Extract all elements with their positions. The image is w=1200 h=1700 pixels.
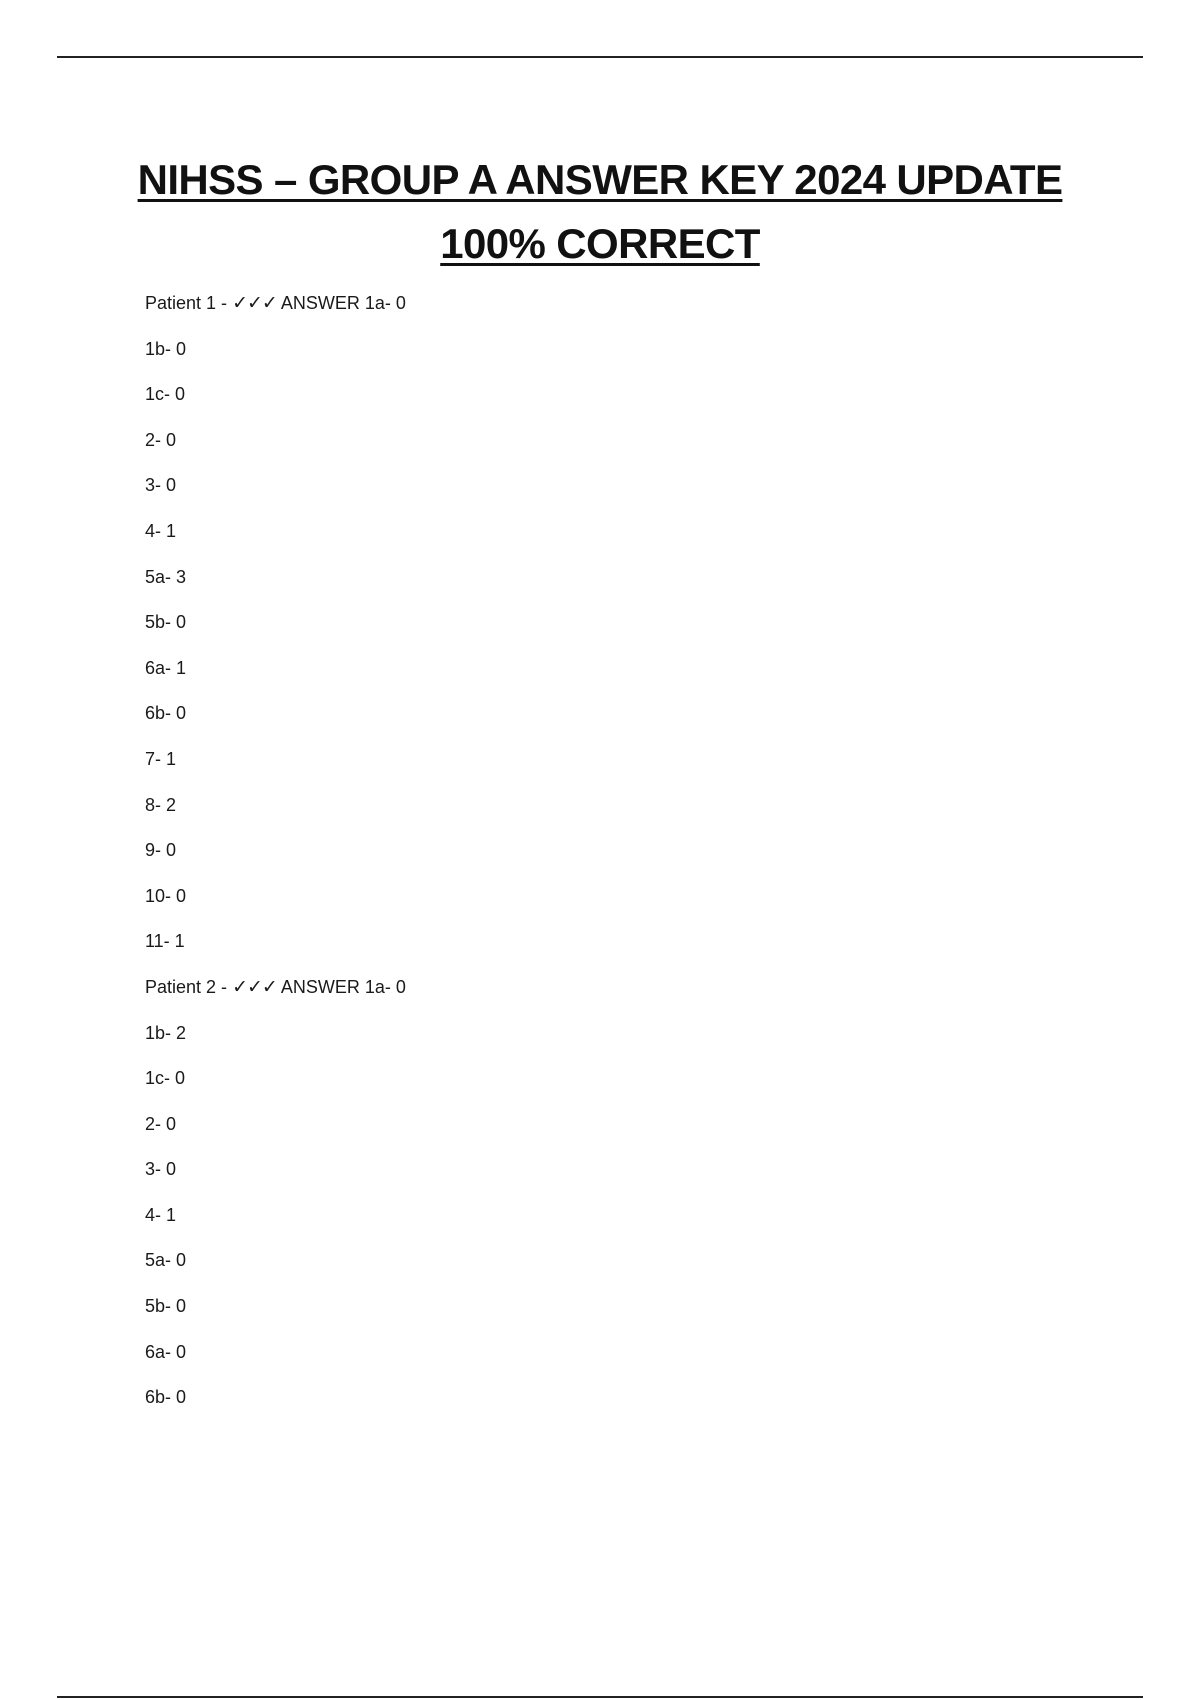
answer-label: ANSWER 1a- 0 — [280, 976, 406, 997]
answer-line: 6b- 0 — [145, 703, 187, 724]
answer-line: 11- 1 — [145, 931, 185, 952]
patient-label: Patient 1 - — [145, 293, 228, 313]
bottom-rule — [57, 1696, 1143, 1698]
answer-line: 6a- 1 — [145, 657, 187, 678]
answer-line: 6b- 0 — [145, 1387, 187, 1408]
title-line-2: 100% CORRECT — [440, 220, 760, 267]
answer-line: 10- 0 — [145, 885, 187, 906]
answer-line: 1c- 0 — [145, 1068, 186, 1089]
checkmarks-icon: ✓✓✓ — [232, 292, 277, 314]
answer-label: ANSWER 1a- 0 — [280, 293, 406, 313]
title-line-1: NIHSS – GROUP A ANSWER KEY 2024 UPDATE — [137, 156, 1063, 203]
answer-line: 3- 0 — [145, 475, 177, 496]
checkmarks-icon: ✓✓✓ — [232, 975, 277, 998]
patient-header — [145, 291, 1045, 337]
answer-line: 5b- 0 — [145, 1296, 187, 1317]
patient-label: Patient 2 - — [145, 976, 228, 997]
answer-list — [145, 291, 1045, 1431]
answer-line: 6a- 0 — [145, 1341, 187, 1362]
answer-line: 7- 1 — [145, 748, 177, 769]
patient-header — [145, 975, 1045, 1021]
top-rule — [57, 56, 1143, 58]
answer-line: 9- 0 — [145, 840, 177, 861]
answer-line: 1b- 2 — [145, 1022, 187, 1043]
answer-line: 5a- 0 — [145, 1250, 187, 1271]
answer-line: 4- 1 — [145, 520, 177, 541]
answer-line: 5b- 0 — [145, 612, 187, 633]
answer-line: 1b- 0 — [145, 338, 187, 359]
answer-line: 5a- 3 — [145, 566, 187, 587]
answer-line: 2- 0 — [145, 429, 177, 450]
answer-line: 4- 1 — [145, 1204, 177, 1225]
answer-line: 3- 0 — [145, 1159, 177, 1180]
answer-line: 1c- 0 — [145, 384, 186, 405]
answer-line: 2- 0 — [145, 1113, 177, 1134]
document-title — [57, 148, 1143, 276]
answer-line: 8- 2 — [145, 794, 177, 815]
